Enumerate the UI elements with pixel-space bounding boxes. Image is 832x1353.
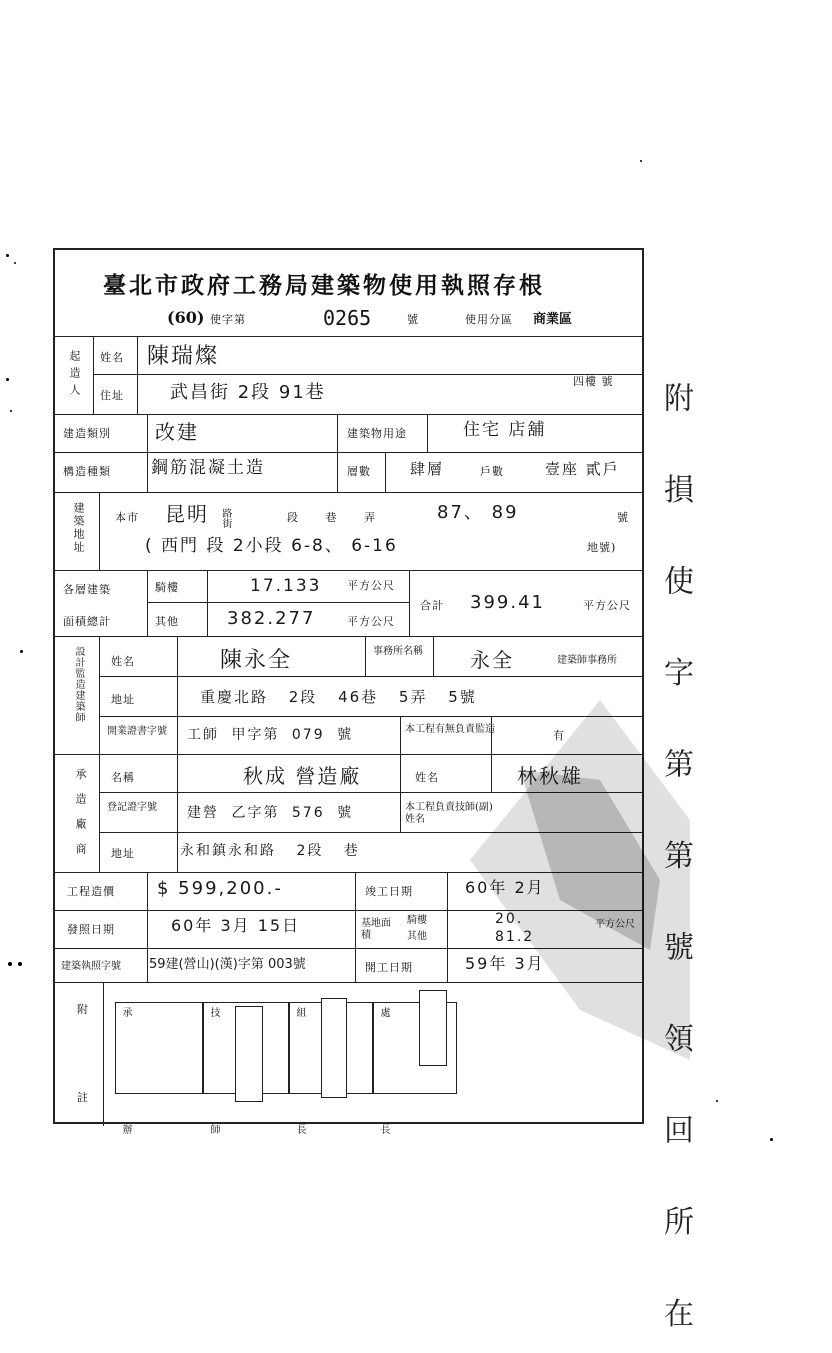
- contractor-name-label: 名稱: [111, 771, 135, 784]
- site-numbers-suffix: 號: [617, 511, 629, 524]
- side-handwriting: 附 損 使 字 第 第 號 領 回 所 在: [658, 382, 693, 1353]
- applicant-address-value: 武昌街 2段 91巷: [170, 382, 326, 403]
- total-unit: 平方公尺: [583, 599, 631, 612]
- base-label: 基地面積: [361, 918, 391, 941]
- seal-stamp-director: [419, 990, 447, 1066]
- usage-label: 建築物用途: [347, 427, 407, 440]
- structure-value: 鋼筋混凝土造: [151, 458, 265, 478]
- category-label: 建造類別: [63, 427, 111, 440]
- households-value: 壹座 貳戶: [545, 460, 620, 478]
- applicant-name-label: 姓名: [100, 351, 124, 364]
- ride-value: 17.133: [250, 576, 322, 596]
- contractor-tech-label: 本工程負責技師(副)姓名: [405, 802, 493, 825]
- designer-resp-label: 本工程有無負責監造: [405, 724, 495, 735]
- license-stub-form: [53, 248, 644, 1187]
- total-label: 合計: [420, 599, 444, 612]
- designer-reg-label: 開業證書字號: [107, 726, 167, 737]
- contractor-person-label: 姓名: [415, 771, 439, 784]
- designer-name-label: 姓名: [111, 655, 135, 668]
- structure-label: 構造種類: [63, 465, 111, 478]
- contractor-group-label: 承造廠商: [74, 768, 87, 868]
- site-road: 昆明: [165, 502, 209, 526]
- complete-value: 60年 2月: [465, 878, 545, 897]
- site-lot-suffix: 地號): [587, 541, 617, 554]
- license-word: 使字第: [210, 313, 246, 326]
- start-label: 開工日期: [365, 961, 413, 974]
- designer-address-label: 地址: [111, 693, 135, 706]
- zone-value: 商業區: [533, 312, 573, 327]
- base-unit: 平方公尺: [595, 919, 635, 930]
- year-prefix: (60): [167, 308, 205, 327]
- designer-group-label: 設計監造建築師: [73, 646, 84, 723]
- site-city: 本市: [115, 511, 139, 524]
- applicant-address-label: 住址: [100, 389, 124, 402]
- base-ride-label: 騎樓: [407, 915, 427, 926]
- license-suffix: 號: [407, 313, 419, 326]
- designer-name-value: 陳永全: [220, 648, 293, 673]
- applicant-group-label: 起造人: [68, 350, 81, 401]
- designer-reg-value: 工師 甲字第 079 號: [187, 727, 354, 743]
- seal-stamp-section-chief: [321, 998, 347, 1098]
- issue-value: 60年 3月 15日: [171, 916, 301, 935]
- designer-office-label: 事務所名稱: [373, 646, 423, 657]
- base-ride-value: 20.: [495, 911, 524, 927]
- designer-office-suffix: 建築師事務所: [557, 655, 617, 666]
- ride-unit: 平方公尺: [347, 579, 395, 592]
- applicant-address-tail: 四樓 號: [573, 375, 614, 388]
- remarks-box-section-chief: 組 長: [289, 1002, 373, 1094]
- floors-value: 肆層: [410, 460, 445, 478]
- designer-office-value: 永全: [470, 648, 514, 672]
- ride-label: 騎樓: [155, 581, 179, 594]
- other-value: 382.277: [227, 608, 316, 629]
- start-value: 59年 3月: [465, 954, 545, 973]
- base-other-value: 81.2: [495, 929, 535, 945]
- permit-value: 59建(營山)(漢)字第 003號: [149, 957, 306, 972]
- contractor-person-value: 林秋雄: [517, 764, 583, 788]
- site-numbers: 87、 89: [437, 502, 519, 523]
- base-other-label: 其他: [407, 931, 427, 942]
- applicant-name-value: 陳瑞燦: [147, 344, 220, 369]
- site-group-label: 建築地址: [72, 502, 85, 554]
- designer-address-value: 重慶北路 2段 46巷 5弄 5號: [200, 688, 477, 706]
- seal-stamp-engineer: [235, 1006, 263, 1102]
- zone-label: 使用分區: [465, 313, 513, 326]
- complete-label: 竣工日期: [365, 885, 413, 898]
- designer-resp-value: 有: [553, 729, 565, 742]
- site-road-suffix: 路街: [220, 508, 231, 528]
- form-title: 臺北市政府工務局建築物使用執照存根: [103, 272, 545, 299]
- remarks-box-director: 處 長: [373, 1002, 457, 1094]
- usage-value: 住宅 店舖: [463, 420, 547, 440]
- remarks-label-top: 附: [77, 1003, 89, 1016]
- households-label: 戶數: [480, 465, 504, 478]
- contractor-name-value: 秋成 營造廠: [243, 764, 362, 788]
- contractor-address-value: 永和鎮永和路 2段 巷: [180, 843, 360, 859]
- remarks-label-bottom: 註: [77, 1091, 89, 1104]
- remarks-box-handler: 承 辦: [115, 1002, 203, 1094]
- permit-label: 建築執照字號: [61, 961, 121, 972]
- other-unit: 平方公尺: [347, 615, 395, 628]
- area-group-label-2: 面積總計: [63, 615, 111, 628]
- contractor-reg-value: 建營 乙字第 576 號: [187, 805, 354, 821]
- site-sec-lane: 段 巷 弄: [287, 511, 376, 524]
- remarks-box-engineer: 技 師: [203, 1002, 289, 1094]
- category-value: 改建: [155, 420, 199, 444]
- floors-label: 層數: [347, 465, 371, 478]
- cost-value: $ 599,200.-: [157, 878, 283, 899]
- license-number: 0265: [323, 306, 372, 330]
- cost-label: 工程造價: [67, 885, 115, 898]
- other-label: 其他: [155, 615, 179, 628]
- total-value: 399.41: [470, 592, 545, 613]
- contractor-address-label: 地址: [111, 847, 135, 860]
- contractor-reg-label: 登記證字號: [107, 802, 157, 813]
- site-lot-line: ( 西門 段 2小段 6-8、 6-16: [145, 536, 398, 556]
- area-group-label-1: 各層建築: [63, 583, 111, 596]
- issue-label: 發照日期: [67, 923, 115, 936]
